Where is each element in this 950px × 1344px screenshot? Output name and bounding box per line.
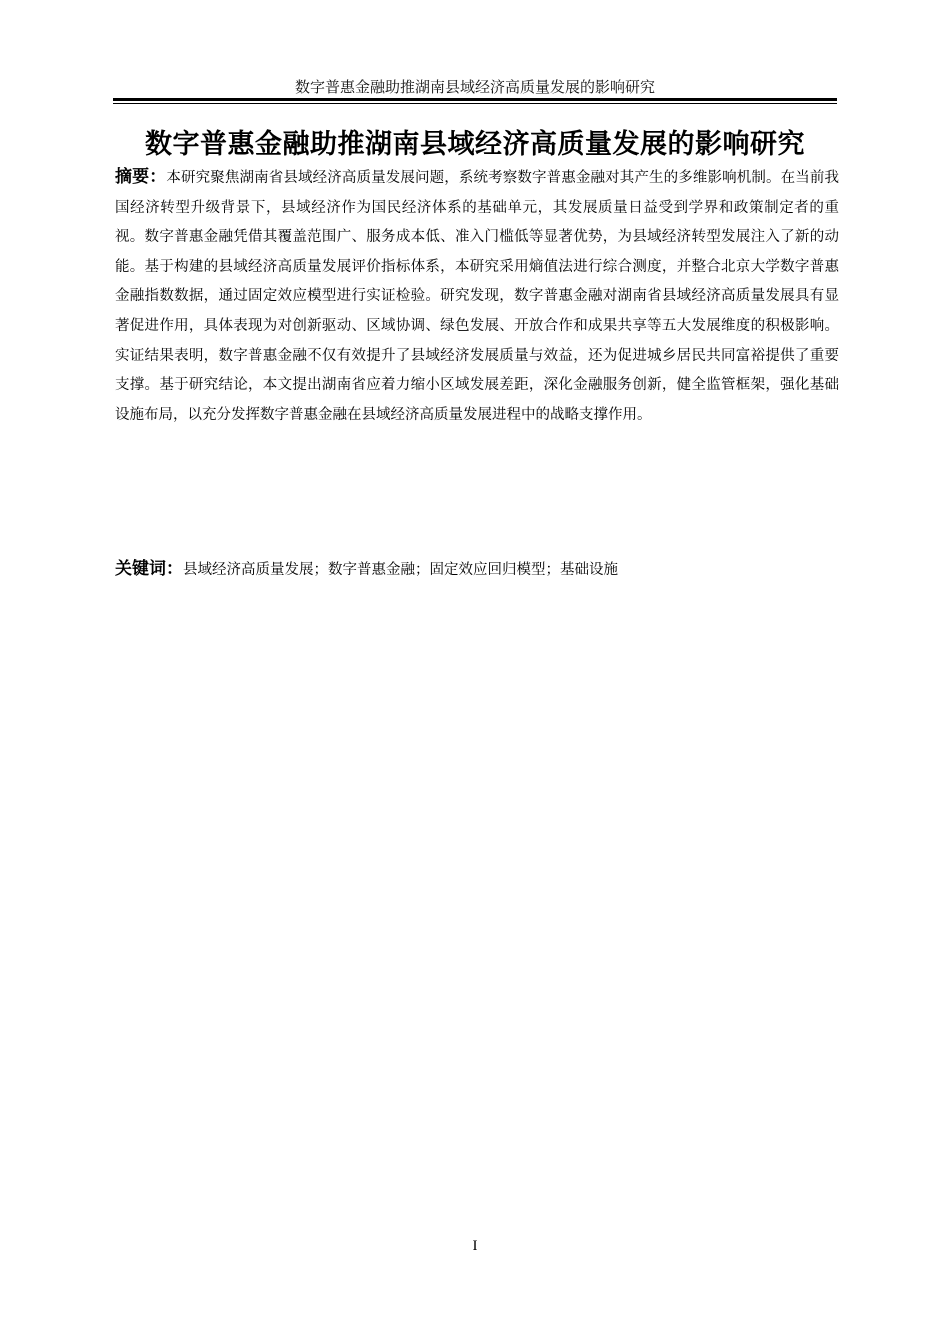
header-rule-thin [113,103,837,104]
header-rule-thick [113,98,837,101]
keywords-label: 关键词： [115,559,183,579]
running-header: 数字普惠金融助推湖南县域经济高质量发展的影响研究 [294,78,655,96]
keywords-paragraph [115,555,839,584]
abstract-paragraph [115,163,839,430]
document-title: 数字普惠金融助推湖南县域经济高质量发展的影响研究 [145,129,805,160]
page-number: I [472,1238,478,1254]
abstract-label: 摘要： [115,167,167,187]
keywords-text: 县域经济高质量发展；数字普惠金融；固定效应回归模型；基础设施 [183,562,618,578]
abstract-text: 本研究聚焦湖南省县域经济高质量发展问题，系统考察数字普惠金融对其产生的多维影响机制。在当前我国经济转型升级背景下，县域经济作为国民经济体系的基础单元，其发展质量日益受到学界和政策制定者的重视。数字普惠金融凭借其覆盖范围广、服务成本低、准入门槛低等显著优势，为县域经济转型发展注入了新的动能。基于构建的县域经济高质量发展评价指标体系，本研究采用熵值法进行综合测度，并整合北京大学数字普惠金融指数数据，通过固定效应模型进行实证检验。研究发现，数字普惠金融对湖南省县域经济高质量发展具有显著促进作用，具体表现为对创新驱动、区域协调、绿色发展、开放合作和成果共享等五大发展维度的积极影响。实证结果表明，数字普惠金融不仅有效提升了县域经济发展质量与效益，还为促进城乡居民共同富裕提供了重要支撑。基于研究结论，本文提出湖南省应着力缩小区域发展差距，深化金融服务创新，健全监管框架，强化基础设施布局，以充分发挥数字普惠金融在县域经济高质量发展进程中的战略支撑作用。 [115,170,839,423]
